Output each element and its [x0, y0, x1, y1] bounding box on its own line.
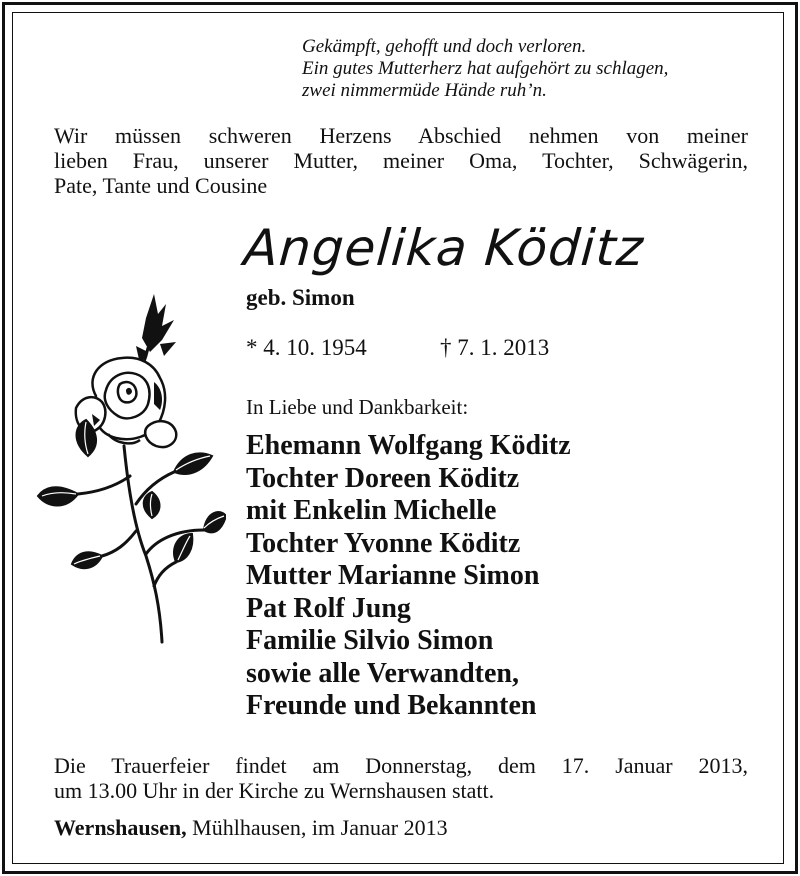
list-item: Ehemann Wolfgang Köditz: [246, 430, 571, 461]
poem-line: zwei nimmermüde Hände ruh’n.: [302, 80, 547, 101]
poem-line: Ein gutes Mutterherz hat aufgehört zu schlagen,: [302, 58, 669, 79]
intro-line: Wir müssen schweren Herzens Abschied nehmen von meiner: [54, 123, 748, 148]
place-rest: Mühlhausen, im Januar 2013: [186, 815, 448, 840]
funeral-line: Die Trauerfeier findet am Donnerstag, dem 17. Januar 2013,: [54, 753, 748, 778]
list-item: Freunde und Bekannten: [246, 690, 537, 721]
funeral-line: um 13.00 Uhr in der Kirche zu Wernshausen statt.: [54, 778, 495, 803]
dedication-heading: In Liebe und Dankbarkeit:: [246, 395, 469, 419]
place-name: Wernshausen,: [54, 815, 187, 840]
list-item: Familie Silvio Simon: [246, 625, 494, 656]
list-item: sowie alle Verwandten,: [246, 657, 519, 689]
death-date: † 7. 1. 2013: [440, 335, 550, 360]
birth-date: * 4. 10. 1954: [246, 335, 367, 360]
poem: [302, 36, 668, 102]
birth-name: geb. Simon: [246, 285, 355, 310]
place-and-date: [54, 815, 448, 841]
deceased-name: Angelika Köditz: [241, 219, 646, 277]
list-item: mit Enkelin Michelle: [246, 495, 497, 526]
poem-line: Gekämpft, gehofft und doch verloren.: [302, 36, 587, 57]
rose-icon: [36, 286, 226, 648]
mourners-list: [246, 430, 571, 723]
intro-line: lieben Frau, unserer Mutter, meiner Oma, Tochter, Schwägerin,: [54, 148, 748, 173]
intro-line: Pate, Tante und Cousine: [54, 173, 268, 198]
life-dates: [246, 335, 549, 361]
intro-text: [54, 123, 748, 198]
list-item: Tochter Doreen Köditz: [246, 462, 520, 494]
funeral-info: [54, 753, 748, 803]
list-item: Pat Rolf Jung: [246, 592, 411, 624]
list-item: Tochter Yvonne Köditz: [246, 527, 521, 559]
list-item: Mutter Marianne Simon: [246, 560, 540, 591]
